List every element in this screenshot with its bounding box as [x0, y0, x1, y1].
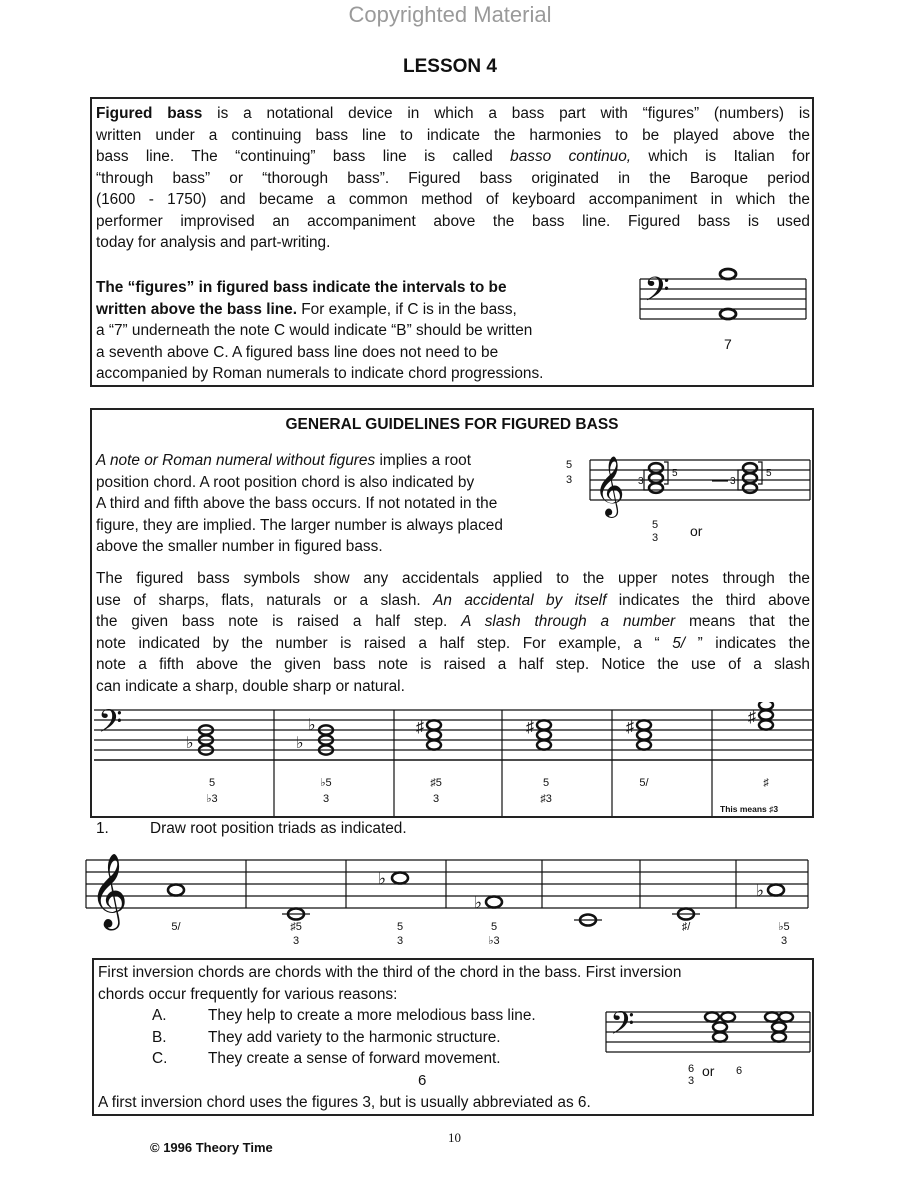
svg-text:♯: ♯ [626, 719, 634, 736]
root-position-paragraph: A note or Roman numeral without figures implies a root position chord. A root position chord is also indicated by A third and fifth above the bass occurs. If not notated in the figure, they are implied. The larger number is always placed above the smaller number in figured bass. [96, 452, 503, 555]
list-item-letter: B. [152, 1028, 167, 1046]
treble-staff-example [586, 448, 812, 544]
exercise-note [392, 873, 408, 884]
list-item-letter: C. [152, 1050, 168, 1067]
svg-text:3: 3 [652, 532, 659, 544]
watermark: Copyrighted Material [348, 2, 552, 27]
svg-text:5: 5 [652, 519, 659, 531]
svg-text:or: or [690, 523, 703, 539]
svg-text:♯: ♯ [416, 719, 424, 736]
exercise-number: 1. [96, 820, 109, 837]
this-means-note: This means ♯3 [720, 804, 779, 814]
svg-text:6: 6 [688, 1063, 695, 1075]
accidentals-figure-top: ♯5 [430, 777, 442, 789]
figured-bass-box [90, 97, 814, 387]
accidentals-figure-top: 5 [542, 777, 550, 789]
intro-paragraph: Figured bass is a notational device in which a bass part with “figures” (numbers) is written under a continuing bass line to indicate the harmonies to be played above the bass line. The “continuing” bass line is called basso continuo, which is Italian for “through bass” or “thorough bass”. Figured bass originated in the Baroque period (1600 - 1750) and became a common method of keyboard accompaniment in which the performer improvised an accompaniment above the bass line. Figured bass is used today for analysis and part-writing. [96, 105, 811, 251]
svg-text:♭: ♭ [378, 869, 387, 888]
svg-text:♭: ♭ [186, 735, 194, 752]
exercise-note [486, 897, 502, 908]
treble-clef-icon: 𝄞 [594, 456, 625, 516]
svg-text:♯: ♯ [526, 719, 534, 736]
accidentals-figure-top: ♯ [763, 777, 769, 789]
svg-text:♯: ♯ [748, 709, 756, 726]
treble-clef-icon: 𝄞 [90, 854, 128, 928]
svg-text:6: 6 [736, 1065, 743, 1077]
term-figured-bass: Figured bass [96, 105, 203, 122]
svg-text:5: 5 [566, 459, 573, 471]
exercise-figure-top: ♯5 [290, 921, 302, 933]
accidentals-figure-top: 5/ [639, 777, 649, 789]
exercise-figure-top: ♯/ [681, 921, 691, 933]
accidentals-figures [206, 777, 769, 805]
list-item [152, 1027, 672, 1049]
svg-text:5: 5 [766, 468, 772, 479]
accidentals-figure-bottom: 3 [322, 793, 330, 805]
exercise-figure-top: ♭5 [778, 921, 790, 933]
side-figure [562, 454, 582, 494]
intervals-paragraph: The “figures” in figured bass indicate the intervals to be written above the bass line. For example, if C is in the bass, a “7” underneath the note C would indicate “B” should be written a seventh above C. A figured bass line does not need to be accompanied by Roman numerals to indicate chord progressions. [96, 279, 544, 382]
page-number: 10 [448, 1130, 461, 1145]
copyright: © 1996 Theory Time [150, 1140, 273, 1155]
exercise-figure-top: 5 [396, 921, 404, 933]
list-item [152, 1005, 672, 1027]
exercise-figure-bottom: 3 [396, 935, 404, 947]
six-figure: 6 [418, 1072, 427, 1089]
accidentals-figure-top: ♭5 [320, 777, 332, 789]
bass-clef-icon: 𝄢 [610, 1006, 635, 1049]
accidentals-figure-bottom: 3 [432, 793, 440, 805]
exercise-figures [171, 921, 789, 947]
note-b [720, 269, 736, 279]
bass-staff-example [638, 267, 808, 355]
page-title: LESSON 4 [403, 56, 497, 77]
svg-text:3: 3 [730, 476, 736, 487]
svg-text:or: or [702, 1063, 715, 1079]
svg-text:♭: ♭ [296, 735, 304, 752]
exercise-figure-top: 5 [490, 921, 498, 933]
inversion-staff [604, 1006, 812, 1092]
exercise-figure-bottom: 3 [292, 935, 300, 947]
exercise-figure-top: 5/ [171, 921, 181, 933]
svg-text:3: 3 [566, 474, 573, 486]
figure-7: 7 [724, 336, 732, 352]
inversion-box [92, 958, 814, 1116]
accidentals-staff [94, 702, 812, 816]
list-item-text: They help to create a more melodious bass line. [208, 1007, 536, 1024]
bass-clef-icon: 𝄢 [644, 271, 670, 317]
svg-text:♭: ♭ [308, 717, 316, 734]
list-item-text: They create a sense of forward movement. [208, 1050, 501, 1067]
exercise-figure-bottom: ♭3 [488, 935, 500, 947]
accidentals-paragraph: The figured bass symbols show any accidentals applied to the upper notes through the use of sharps, flats, naturals or a slash. An accidental by itself indicates the third above the given bass note is raised a half step. A slash through a number means that the note indicated by the number is raised a half step. For example, a “ 5/ ” indicates the note a fifth above the given bass note is raised a half step. Notice the use of a slash can indicate a sharp, double sharp or natural. [96, 570, 811, 695]
note-c [720, 309, 736, 319]
exercise-instruction: Draw root position triads as indicated. [150, 820, 407, 837]
inversion-paragraph: First inversion chords are chords with the third of the chord in the bass. First inversion chords occur frequently for various reasons: [98, 964, 682, 1003]
exercise-note [168, 885, 184, 896]
bass-clef-icon: 𝄢 [98, 703, 123, 747]
svg-text:3: 3 [638, 476, 644, 487]
reasons-list [152, 1005, 672, 1070]
inversion-last-line: A first inversion chord uses the figures 3, but is usually abbreviated as 6. [98, 1094, 591, 1111]
list-item-letter: A. [152, 1007, 167, 1024]
svg-text:♭: ♭ [474, 893, 483, 912]
exercise-staff [84, 838, 810, 954]
svg-text:3: 3 [688, 1075, 695, 1087]
guidelines-box [90, 408, 814, 818]
exercise-note [768, 885, 784, 896]
svg-text:♭: ♭ [756, 881, 765, 900]
accidentals-figure-bottom: ♭3 [206, 793, 218, 805]
list-item-text: They add variety to the harmonic structure. [208, 1028, 501, 1046]
list-item [152, 1048, 672, 1070]
guidelines-heading: GENERAL GUIDELINES FOR FIGURED BASS [285, 416, 619, 433]
svg-text:5: 5 [672, 468, 678, 479]
accidentals-figure-top: 5 [208, 777, 216, 789]
accidentals-figure-bottom: ♯3 [540, 793, 552, 805]
exercise-figure-bottom: 3 [780, 935, 788, 947]
